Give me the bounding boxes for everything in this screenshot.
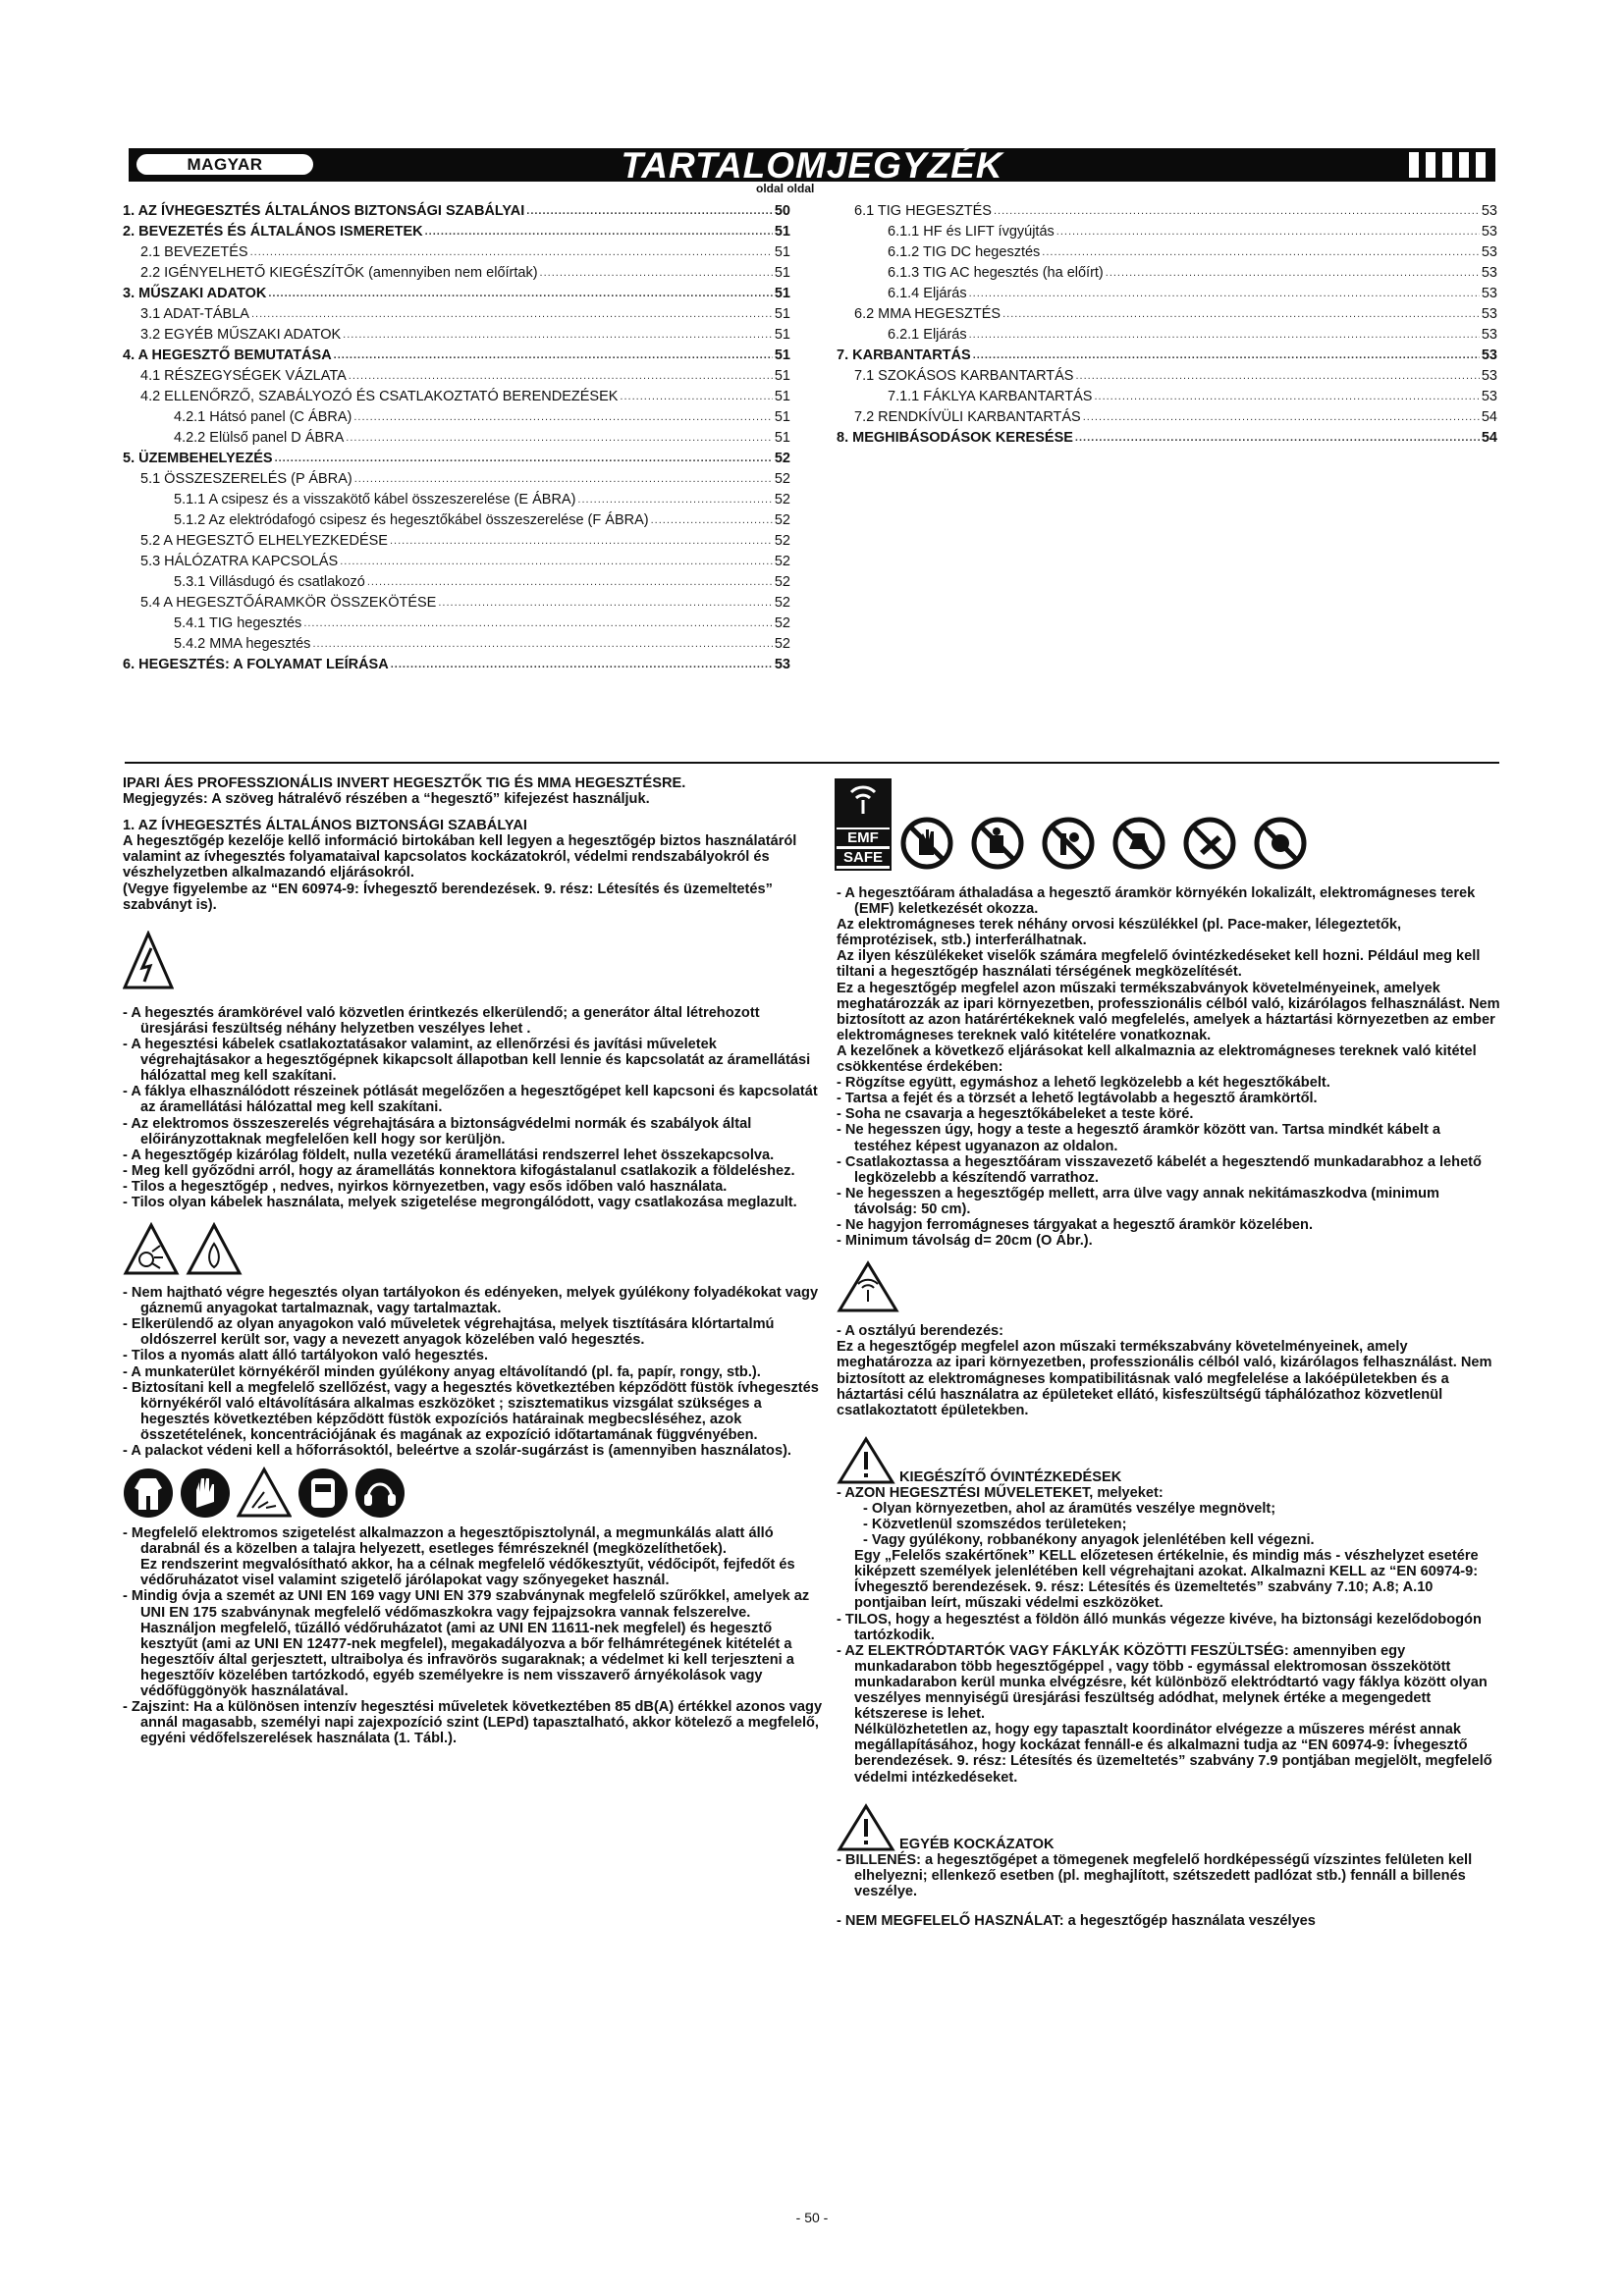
list-item-text: Biztosítani kell a megfelelő szellőzést, vagy a hegesztés következtében képződött füstök ívhegesztés környékéről való eltávolítására alkalmas eszközöket ; szisztematikus vizsgálat szükséges a hegesztés következtében képződött füstök expozíciós határainak megbecsléséhez, azok összetételének, koncentrációjának és magának az expozíció időtartamának függvényében.	[131, 1379, 819, 1443]
list-item: - Tilos a hegesztőgép , nedves, nyirkos környezetben, vagy esős időben való használata.	[123, 1178, 728, 1195]
list-item: - A fáklya elhasználódott részeinek pótlását megelőzően a hegesztőgépet kell kapcsoni és kapcsolatát az áramellátási hálózattal meg kell szakítani.	[123, 1084, 818, 1116]
toc-entry	[837, 261, 1497, 282]
ppe-note-1: Ez rendszerint megvalósítható akkor, ha a célnak megfelelő védőkesztyűt, védőcipőt, fejfedőt és védőruházatot visel valamint szigetelő járólapokat vagy szőnyegeket használ.	[140, 1557, 795, 1589]
emf-safe-badge	[835, 778, 892, 871]
other-risks-warning-icon	[837, 1803, 895, 1852]
toc-entry-title: 5. ÜZEMBEHELYEZÉS	[123, 451, 273, 466]
toc-leader-dots	[438, 594, 773, 612]
toc-leader-dots	[390, 532, 773, 550]
toc-leader-dots	[268, 285, 773, 302]
extra-precautions-heading	[837, 1436, 1500, 1485]
toc-entry-page: 54	[1481, 430, 1497, 446]
toc-entry-page: 52	[774, 574, 790, 590]
toc-entry	[837, 240, 1497, 261]
toc-entry-title: 5.3 HÁLÓZATRA KAPCSOLÁS	[140, 554, 339, 569]
toc-leader-dots	[343, 326, 773, 344]
toc-entry-title: 3. MŰSZAKI ADATOK	[123, 286, 267, 301]
toc-entry-title: 2.1 BEVEZETÉS	[140, 244, 248, 260]
toc-entry-page: 53	[1481, 389, 1497, 404]
list-item: - Vagy gyúlékony, robbanékony anyagok jelenlétében kell végezni.	[863, 1532, 1315, 1549]
list-item-text: Közvetlenül szomszédos területeken;	[871, 1517, 1127, 1532]
list-item-text: Vagy gyúlékony, robbanékony anyagok jelenlétében kell végezni.	[871, 1532, 1315, 1549]
toc-entry	[123, 344, 790, 364]
toc-entry-page: 52	[774, 492, 790, 507]
toc-entry-page: 51	[774, 409, 790, 425]
class-a-item: - A osztályú berendezés:	[837, 1323, 1004, 1340]
toc-entry-page: 52	[774, 512, 790, 528]
toc-entry-page: 52	[774, 615, 790, 631]
language-label: MAGYAR	[136, 154, 313, 175]
list-item-text: Meg kell győződni arról, hogy az áramellátás konnektora kifogástalanul csatlakozik a földeléshez.	[131, 1162, 795, 1179]
section-1-title: 1. AZ ÍVHEGESZTÉS ÁLTALÁNOS BIZTONSÁGI SZABÁLYAI	[123, 818, 527, 834]
list-item: - Csatlakoztassa a hegesztőáram visszavezető kábelét a hegesztendő munkadarabhoz a lehető legközelebb a készítendő varrathoz.	[837, 1153, 1482, 1186]
other-title: EGYÉB KOCKÁZATOK	[899, 1836, 1055, 1852]
toc-entry-title: 5.1 ÖSSZESZERELÉS (P ÁBRA)	[140, 471, 352, 487]
toc-entry	[123, 591, 790, 612]
toc-entry	[123, 550, 790, 570]
toc-entry	[123, 488, 790, 508]
toc-leader-dots	[969, 326, 1480, 344]
toc-entry-page: 53	[1481, 244, 1497, 260]
toc-leader-dots	[354, 470, 773, 488]
list-item: - Nem hajtható végre hegesztés olyan tartályokon és edényeken, melyek gyúlékony folyadékokat vagy gáznemű anyagokat tartalmaznak, vagy tartalmaztak.	[123, 1285, 819, 1317]
toc-entry-page: 52	[774, 554, 790, 569]
emf-icon-row	[835, 778, 1322, 871]
toc-entry-page: 53	[1481, 306, 1497, 322]
extra-title: KIEGÉSZÍTŐ ÓVINTÉZKEDÉSEK	[899, 1468, 1122, 1485]
toc-leader-dots	[540, 264, 773, 282]
toc-leader-dots	[620, 388, 772, 405]
fire-warning-icon	[186, 1222, 243, 1277]
toc-entry-title: 2.2 IGÉNYELHETŐ KIEGÉSZÍTŐK (amennyiben nem előírtak)	[140, 265, 538, 281]
other-risks-heading	[837, 1803, 1500, 1852]
header-bar	[129, 145, 1495, 186]
toc-entry-page: 52	[774, 595, 790, 611]
toc-entry	[123, 529, 790, 550]
toc-entry-title: 6.1 TIG HEGESZTÉS	[854, 203, 992, 219]
page-title: TARTALOMJEGYZÉK	[621, 145, 1003, 186]
toc-entry-page: 53	[1481, 265, 1497, 281]
list-item: - Az elektromos összeszerelés végrehajtására a biztonságvédelmi normák és szabályok által előirányzottaknak megfelelően kell hogy sor kerüljön.	[123, 1115, 752, 1148]
toc-leader-dots	[969, 285, 1480, 302]
other-item-2: - NEM MEGFELELŐ HASZNÁLAT: a hegesztőgép használata veszélyes	[837, 1912, 1316, 1929]
toc-entry-title: 5.4.2 MMA hegesztés	[174, 636, 311, 652]
list-item-text: Az elektromos összeszerelés végrehajtására a biztonságvédelmi normák és szabályok által előirányzottaknak megfelelően kell hogy sor kerüljön.	[131, 1115, 752, 1148]
electric-shock-warning-icon	[123, 931, 174, 991]
list-item-text: Tilos olyan kábelek használata, melyek szigetelése megrongálódott, vagy csatlakozása meglazult.	[131, 1194, 797, 1210]
toc-leader-dots	[1094, 388, 1479, 405]
toc-entry	[837, 364, 1497, 385]
toc-entry-page: 52	[774, 636, 790, 652]
toc-entry-title: 6.1.3 TIG AC hegesztés (ha előírt)	[888, 265, 1104, 281]
list-item: - Meg kell győződni arról, hogy az áramellátás konnektora kifogástalanul csatlakozik a földeléshez.	[123, 1162, 795, 1179]
list-item: - Biztosítani kell a megfelelő szellőzést, vagy a hegesztés következtében képződött füstök ívhegesztés környékéről való eltávolítására alkalmas eszközöket ; szisztematikus vizsgálat szükséges a hegesztés következtében képződött füstök expozíciós határainak megbecsléséhez, azok összetételének, koncentrációjának és magának az expozíció időtartamának függvényében.	[123, 1379, 819, 1443]
toc-entry	[837, 385, 1497, 405]
toc-entry-title: 7.1.1 FÁKLYA KARBANTARTÁS	[888, 389, 1093, 404]
toc-entry-title: 4. A HEGESZTŐ BEMUTATÁSA	[123, 347, 332, 363]
toc-entry-title: 7.1 SZOKÁSOS KARBANTARTÁS	[854, 368, 1074, 384]
toc-entry-title: 5.1.1 A csipesz és a visszakötő kábel összeszerelése (E ÁBRA)	[174, 492, 576, 507]
list-item-text: A hegesztési kábelek csatlakoztatásakor valamint, az ellenőrzési és javítási műveletek végrehajtásakor a hegesztőgépnek kikapcsolt állapotban kell lennie és kapcsolatát az áramellátási hálózattal meg kell szakítani.	[131, 1037, 811, 1085]
left-body-column	[123, 775, 825, 1746]
toc-entry-page: 51	[774, 265, 790, 281]
toc-entry-title: 7. KARBANTARTÁS	[837, 347, 971, 363]
toc-entry-title: 4.2.1 Hátsó panel (C ÁBRA)	[174, 409, 352, 425]
toc-leader-dots	[340, 553, 773, 570]
toc-entry-title: 1. AZ ÍVHEGESZTÉS ÁLTALÁNOS BIZTONSÁGI SZABÁLYAI	[123, 203, 525, 219]
toc-entry	[123, 405, 790, 426]
toc-entry	[123, 385, 790, 405]
toc-entry	[123, 570, 790, 591]
toc-entry-title: 6.1.2 TIG DC hegesztés	[888, 244, 1041, 260]
page-column-label: oldal oldal	[756, 182, 815, 195]
toc-entry	[123, 447, 790, 467]
list-item-text: A palackot védeni kell a hőforrásoktól, beleértve a szolár-sugárzást is (amennyiben használatos).	[131, 1443, 791, 1459]
list-item: - Tilos a nyomás alatt álló tartályokon való hegesztés.	[123, 1348, 488, 1364]
section-divider	[125, 762, 1499, 764]
toc-leader-dots	[577, 491, 772, 508]
list-item: - A palackot védeni kell a hőforrásoktól, beleértve a szolár-sugárzást is (amennyiben használatos).	[123, 1443, 791, 1459]
list-item-text: Elkerülendő az olyan anyagokon való műveletek végrehajtása, melyek tisztítására klórtartalmú oldószerrel került sor, vagy a nevezett anyagok közelében való hegesztés.	[131, 1316, 775, 1349]
toc-entry-page: 51	[774, 347, 790, 363]
toc-leader-dots	[994, 202, 1480, 220]
toc-leader-dots	[651, 511, 773, 529]
list-item: - Közvetlenül szomszédos területeken;	[863, 1517, 1127, 1532]
toc-leader-dots	[1106, 264, 1480, 282]
toc-leader-dots	[346, 429, 773, 447]
toc-entry-title: 7.2 RENDKÍVÜLI KARBANTARTÁS	[854, 409, 1081, 425]
ppe-note-2: Használjon megfelelő, tűzálló védőruházatot (ami az UNI EN 11611-nek megfelel) és hegesztő kesztyűt (ami az UNI EN 12477-nek megfelel), megakadályozva a bőr felhámrétegének kitételét a hegesztőív által gerjesztett, ultraibolya és infravörös sugaraknak; a védelmet ki kell terjeszteni a hegesztőív közelében tartózkodó, egyéb személyekre is nem visszaverő árnyékolások vagy védőfüggönyök használatával.	[140, 1620, 794, 1700]
list-item-text: Sohа ne csavarja a hegesztőkábeleket a teste köré.	[844, 1106, 1194, 1123]
face-shield-icon	[298, 1467, 349, 1520]
emf-label: EMF	[837, 829, 890, 846]
toc-entry-page: 53	[774, 657, 790, 672]
toc-entry	[837, 220, 1497, 240]
toc-entry	[123, 282, 790, 302]
emf-p1: Az elektromágneses terek néhány orvosi készülékkel (pl. Pace-maker, lélegeztetők, fémprotézisek, stb.) interferálhatnak.	[837, 917, 1402, 949]
ear-protection-icon	[354, 1467, 406, 1520]
toc-entry	[837, 405, 1497, 426]
list-item-text: Minimum távolság d= 20cm (O Ábr.).	[844, 1233, 1093, 1250]
list-item-text: Csatlakoztassa a hegesztőáram visszavezető kábelét a hegesztendő munkadarabhoz a lehető legközelebb a készítendő varrathoz.	[844, 1153, 1482, 1186]
toc-entry-title: 4.2 ELLENŐRZŐ, SZABÁLYOZÓ ÉS CSATLAKOZTATÓ BERENDEZÉSEK	[140, 389, 619, 404]
toc-entry	[837, 426, 1497, 447]
emf-item: - A hegesztőáram áthaladása a hegesztő áramkör környékén lokalizált, elektromágneses terek (EMF) keletkezését okozza.	[837, 885, 1476, 918]
toc-entry	[837, 323, 1497, 344]
toc-entry	[837, 199, 1497, 220]
list-item: - A hegesztés áramkörével való közvetlen érintkezés elkerülendő; a generátor által létrehozott üresjárási feszültség néhány helyzetben veszélyes lehet .	[123, 1004, 760, 1037]
radiation-hazard-warning-icon	[237, 1467, 292, 1520]
list-item: - A hegesztési kábelek csatlakoztatásakor valamint, az ellenőrzési és javítási műveletek végrehajtásakor a hegesztőgépnek kikapcsolt állapotban kell lennie és kapcsolatát az áramellátási hálózattal meg kell szakítani.	[123, 1037, 811, 1085]
toc-entry-page: 51	[774, 244, 790, 260]
toc-entry-title: 5.2 A HEGESZTŐ ELHELYEZKEDÉSE	[140, 533, 388, 549]
toc-entry	[123, 612, 790, 632]
list-item-text: A munkaterület környékéről minden gyúlékony anyag eltávolítandó (pl. fa, papír, rongy, stb.).	[131, 1363, 761, 1380]
toc-entry-title: 6.1.1 HF és LIFT ívgyújtás	[888, 224, 1055, 240]
toc-entry-page: 51	[774, 327, 790, 343]
toc-leader-dots	[251, 305, 773, 323]
explosion-warning-icon	[123, 1222, 180, 1277]
fire-safety-list	[123, 1285, 825, 1459]
toc-leader-dots	[1075, 429, 1480, 447]
list-item: - Minimum távolság d= 20cm (O Ábr.).	[837, 1233, 1093, 1250]
list-item-text: A fáklya elhasználódott részeinek pótlását megelőzően a hegesztőgépet kell kapcsoni és kapcsolatát az áramellátási hálózattal meg kell szakítani.	[131, 1084, 818, 1116]
toc-entry	[123, 632, 790, 653]
toc-entry-title: 3.2 EGYÉB MŰSZAKI ADATOK	[140, 327, 342, 343]
toc-entry-page: 51	[774, 224, 790, 240]
toc-entry	[123, 261, 790, 282]
section-1-p1: A hegesztőgép kezelője kellő információ birtokában kell legyen a hegesztőgép biztos használatáról valamint az ívhegesztés folyamataival kapcsolatos kockázatokról, védelmi rendszabályokról és vészhelyzetben alkalmazandó eljárásokról.	[123, 833, 797, 881]
extra-item-1: - AZON HEGESZTÉSI MŰVELETEKET, melyeket:	[837, 1484, 1164, 1501]
list-item: - A munkaterület környékéről minden gyúlékony anyag eltávolítandó (pl. fa, papír, rongy, stb.).	[123, 1363, 761, 1380]
toc-entry-title: 6. HEGESZTÉS: A FOLYAMAT LEÍRÁSA	[123, 657, 389, 672]
class-a-paragraph: Ez a hegesztőgép megfelel azon műszaki termékszabvány követelményeinek, amely meghatározza az ipari környezetben, professzionális célból való, kizárólagos felhasználást. Nem biztosított az elektromágneses kompatibilitásnak való megfelelése a lakóépületekben és a háztartási célú használatra az épületeket ellátó, kisfeszültségű táphálózathoz közvetlenül csatlakoztatott épületekben.	[837, 1339, 1492, 1418]
intro-title: IPARI ÁES PROFESSZIONÁLIS INVERT HEGESZTŐK TIG ÉS MMA HEGESZTÉSRE.	[123, 775, 686, 791]
intro-note: Megjegyzés: A szöveg hátralévő részében a “hegesztő” kifejezést használjuk.	[123, 791, 650, 808]
toc-entry-page: 53	[1481, 286, 1497, 301]
list-item-text: Rögzítse együtt, egymáshoz a lehető legközelebb a két hegesztőkábelt.	[844, 1075, 1330, 1092]
toc-entry-page: 53	[1481, 327, 1497, 343]
toc-right-column	[837, 199, 1497, 447]
ppe-item-3: - Zajszint: Ha a különösen intenzív hegesztési műveletek következtében 85 dB(A) értékkel azonos vagy annál magasabb, személyi napi zajexpozíció szint (LEPd) tapasztalható, akkor kötelező a megfelelő, egyéni védőfelszerelések használata (1. Tábl.).	[123, 1699, 823, 1747]
toc-entry	[123, 199, 790, 220]
toc-entry-title: 5.4.1 TIG hegesztés	[174, 615, 302, 631]
fire-explosion-icons	[123, 1222, 825, 1277]
extra-p2: Nélkülözhetetlen az, hogy egy tapasztalt koordinátor elvégezze a műszeres mérést annak megállapításához, hogy kockázat fennáll-e és alkalmazni tudja az “EN 60974-9: Ívhegesztő berendezések. 9. rész: Létesítés és üzemeltetés” szabvány 7.9 pontjában megjelölt, megfelelő védelmi intézkedéseket.	[854, 1722, 1492, 1786]
electrical-safety-list	[123, 1005, 825, 1210]
toc-entry-title: 6.2.1 Eljárás	[888, 327, 967, 343]
general-warning-icon	[837, 1436, 895, 1485]
toc-leader-dots	[425, 223, 773, 240]
toc-entry-page: 53	[1481, 224, 1497, 240]
toc-leader-dots	[391, 656, 773, 673]
toc-leader-dots	[973, 347, 1480, 364]
list-item: - Tilos olyan kábelek használata, melyek szigetelése megrongálódott, vagy csatlakozása meglazult.	[123, 1194, 797, 1210]
list-item-text: A hegesztés áramkörével való közvetlen érintkezés elkerülendő; a generátor által létrehozott üresjárási feszültség néhány helyzetben veszélyes lehet .	[131, 1004, 760, 1037]
toc-entry-page: 51	[774, 286, 790, 301]
toc-leader-dots	[250, 243, 773, 261]
toc-entry-page: 52	[774, 451, 790, 466]
toc-entry-title: 6.2 MMA HEGESZTÉS	[854, 306, 1001, 322]
toc-leader-dots	[303, 614, 773, 632]
toc-leader-dots	[1075, 367, 1479, 385]
toc-entry	[123, 426, 790, 447]
emf-p4: A kezelőnek a következő eljárásokat kell alkalmaznia az elektromágneses tereknek való kitétel csökkentése érdekében:	[837, 1042, 1477, 1076]
list-item-text: Nem hajtható végre hegesztés olyan tartályokon és edényeken, melyek gyúlékony folyadékokat vagy gáznemű anyagokat tartalmaznak, vagy tartalmaztak.	[131, 1285, 819, 1317]
toc-entry-page: 53	[1481, 203, 1497, 219]
protective-clothing-icon	[123, 1467, 174, 1520]
toc-leader-dots	[353, 408, 773, 426]
list-item: - Olyan környezetben, ahol az áramütés veszélye megnövelt;	[863, 1500, 1276, 1517]
list-item: - Elkerülendő az olyan anyagokon való műveletek végrehajtása, melyek tisztítására klórtartalmú oldószerrel került sor, vagy a nevezett anyagok közelében való hegesztés.	[123, 1316, 775, 1349]
toc-leader-dots	[367, 573, 773, 591]
toc-leader-dots	[526, 202, 773, 220]
toc-leader-dots	[1002, 305, 1480, 323]
list-item-text: Tartsa a fejét és a törzsét a lehető legtávolabb a hegesztő áramkörtől.	[844, 1091, 1318, 1107]
page-number: - 50 -	[795, 2210, 829, 2225]
toc-leader-dots	[1056, 223, 1480, 240]
other-item-1: - BILLENÉS: a hegesztőgépet a tömegenek megfelelő hordképességű vízszintes felületen kell elhelyezni; ellenkező esetben (pl. meghajlított, szétszedett padlózat stb.) fennáll a billenés veszélye.	[837, 1851, 1473, 1899]
toc-entry	[123, 220, 790, 240]
toc-leader-dots	[334, 347, 773, 364]
toc-entry-page: 54	[1481, 409, 1497, 425]
list-item: - A hegesztőgép kizárólag földelt, nulla vezetékű áramellátási rendszerrel lehet összekapcsolva.	[123, 1147, 775, 1163]
list-item-text: Olyan környezetben, ahol az áramütés veszélye megnövelt;	[871, 1500, 1276, 1517]
toc-entry	[837, 302, 1497, 323]
toc-entry-page: 50	[774, 203, 790, 219]
protective-gloves-icon	[180, 1467, 231, 1520]
emf-warning-icon	[837, 1260, 899, 1313]
toc-entry	[123, 240, 790, 261]
toc-entry	[123, 508, 790, 529]
list-item-text: Ne hegesszen úgy, hogy a teste a hegesztő áramkör között van. Tartsa mindkét kábelt a testéhez képest ugyanazon az oldalon.	[844, 1122, 1441, 1154]
emf-p2: Az ilyen készülékeket viselők számára megfelelő óvintézkedéseket kell hozni. Például meg kell tiltani a hegesztőgép használati térségének megközelítését.	[837, 948, 1481, 981]
toc-leader-dots	[1042, 243, 1480, 261]
toc-left-column	[123, 199, 790, 673]
extra-item-3: - AZ ELEKTRÓDTARTÓK VAGY FÁKLYÁK KÖZÖTTI FESZÜLTSÉG: amennyiben egy munkadarabon több hegesztőgéppel , vagy több - egymással elektromosan összekötött munkadarabon kerül munka elvégzésre, két különböző elektródtartó vagy fáklya között olyan veszélyes mennyiségű üresjárási feszültség adódhat, melynek értéke a megengedett kétszerese is lehet.	[837, 1642, 1488, 1723]
toc-entry-page: 51	[774, 389, 790, 404]
list-item-text: A hegesztőgép kizárólag földelt, nulla vezetékű áramellátási rendszerrel lehet összekapcsolva.	[131, 1147, 775, 1163]
toc-entry-title: 4.1 RÉSZEGYSÉGEK VÁZLATA	[140, 368, 347, 384]
toc-entry-title: 2. BEVEZETÉS ÉS ÁLTALÁNOS ISMERETEK	[123, 224, 423, 240]
toc-entry-title: 8. MEGHIBÁSODÁSOK KERESÉSE	[837, 430, 1073, 446]
toc-entry-title: 4.2.2 Elülső panel D ÁBRA	[174, 430, 345, 446]
extra-p1: Egy „Felelős szakértőnek” KELL előzetesen értékelnie, és mindig más - vészhelyzet esetére kiképzett személyek jelenlétében kell végrehajtani azokat. Alkalmazni KELL az “EN 60974-9: Ívhegesztő berendezések. 9. rész: Létesítés és üzemeltetés” szabvány 7.10; A.8; A.10 pontjaiban leírt, műszaki védelmi eszközöket.	[854, 1548, 1479, 1612]
toc-leader-dots	[275, 450, 773, 467]
toc-entry	[123, 323, 790, 344]
toc-entry-page: 51	[774, 306, 790, 322]
list-item: - Ne hagyjon ferromágneses tárgyakat a hegesztő áramkör közelében.	[837, 1216, 1314, 1233]
ppe-item-1: - Megfelelő elektromos szigetelést alkalmazzon a hegesztőpisztolynál, a megmunkálás alatt álló darabnál és a közelben a talajra helyezett, esetleges fémrészeknél (megközelíthetőek).	[123, 1525, 774, 1558]
list-item-text: Ne hagyjon ferromágneses tárgyakat a hegesztő áramkör közelében.	[844, 1216, 1314, 1233]
emf-measures-list	[837, 1075, 1500, 1249]
toc-entry	[123, 653, 790, 673]
toc-leader-dots	[1083, 408, 1480, 426]
toc-entry	[837, 282, 1497, 302]
extra-sub-list	[837, 1501, 1500, 1548]
toc-entry-title: 5.1.2 Az elektródafogó csipesz és hegesztőkábel összeszerelése (F ÁBRA)	[174, 512, 649, 528]
toc-entry-title: 3.1 ADAT-TÁBLA	[140, 306, 249, 322]
emf-antenna-icon	[837, 780, 890, 828]
toc-entry	[123, 467, 790, 488]
toc-entry-title: 5.4 A HEGESZTŐÁRAMKÖR ÖSSZEKÖTÉSE	[140, 595, 437, 611]
list-item-text: Ne hegesszen a hegesztőgép mellett, arra ülve vagy annak nekitámaszkodva (minimum távolság: 50 cm).	[844, 1185, 1439, 1217]
list-item: - Ne hegesszen úgy, hogy a teste a hegesztő áramkör között van. Tartsa mindkét kábelt a testéhez képest ugyanazon az oldalon.	[837, 1122, 1441, 1154]
extra-item-2: - TILOS, hogy a hegesztést a földön álló munkás végezze kivéve, ha biztonsági kezelődobogón tartózkodik.	[837, 1611, 1482, 1643]
ppe-list	[123, 1525, 825, 1746]
header-bars-decoration	[1409, 152, 1486, 178]
toc-leader-dots	[349, 367, 773, 385]
toc-entry-page: 51	[774, 430, 790, 446]
toc-entry	[123, 364, 790, 385]
list-item: - Rögzítse együtt, egymáshoz a lehető legközelebb a két hegesztőkábelt.	[837, 1075, 1330, 1092]
list-item: - Tartsa a fejét és a törzsét a lehető legtávolabb a hegesztő áramkörtől.	[837, 1091, 1318, 1107]
emf-p3: Ez a hegesztőgép megfelel azon műszaki termékszabványok követelményeinek, amelyek meghatározzák az ipari környezetben, professzionális célból való, kizárólagos felhasználást. Nem biztosított az azon határértékeknek való megfelelés, amelyek a háztartási környezetben az ember elektromágneses tereknek való kitételére vonatkoznak.	[837, 980, 1500, 1043]
right-body-column	[837, 885, 1500, 1929]
toc-entry	[123, 302, 790, 323]
ppe-icons	[123, 1467, 825, 1520]
list-item-text: Tilos a nyomás alatt álló tartályokon való hegesztés.	[131, 1348, 488, 1364]
toc-leader-dots	[312, 635, 772, 653]
ppe-item-2: - Mindig óvja a szemét az UNI EN 169 vagy UNI EN 379 szabványnak megfelelő szűrőkkel, amelyek az UNI EN 175 szabványnak megfelelő védőmaszkokra vagy fejpajzsokra vannak felszerelve.	[123, 1588, 810, 1621]
toc-entry-title: 5.3.1 Villásdugó és csatlakozó	[174, 574, 365, 590]
toc-entry-page: 52	[774, 471, 790, 487]
safe-label: SAFE	[837, 849, 890, 866]
list-item: - Sohа ne csavarja a hegesztőkábeleket a teste köré.	[837, 1106, 1194, 1123]
list-item-text: Tilos a hegesztőgép , nedves, nyirkos környezetben, vagy esős időben való használata.	[131, 1178, 728, 1195]
list-item: - Ne hegesszen a hegesztőgép mellett, arra ülve vagy annak nekitámaszkodva (minimum távolság: 50 cm).	[837, 1185, 1439, 1217]
toc-entry-page: 53	[1481, 368, 1497, 384]
prohibition-icons	[899, 816, 1322, 871]
section-1-p2: (Vegye figyelembe az “EN 60974-9: Ívhegesztő berendezések. 9. rész: Létesítés és üzemeltetés” szabványt is).	[123, 881, 773, 913]
toc-entry-page: 52	[774, 533, 790, 549]
toc-entry-title: 6.1.4 Eljárás	[888, 286, 967, 301]
toc-entry	[837, 344, 1497, 364]
toc-entry-page: 53	[1481, 347, 1497, 363]
toc-entry-page: 51	[774, 368, 790, 384]
